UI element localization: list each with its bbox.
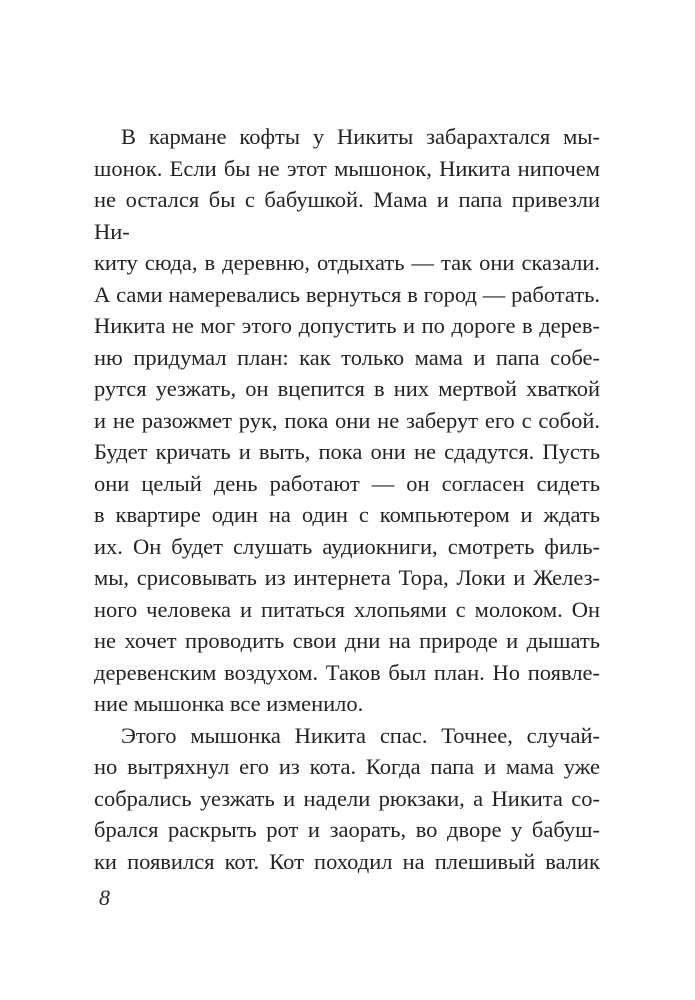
text-line: и не разожмет рук, пока они не заберут его с собой. <box>94 407 600 433</box>
text-line: Никита не мог этого допустить и по дороге в дерев- <box>94 313 600 338</box>
text-line: не остался бы с бабушкой. Мама и папа привезли Ни- <box>94 187 600 244</box>
text-line: в квартире один на один с компьютером и ждать <box>94 502 600 527</box>
paragraph <box>94 720 600 878</box>
text-line: ки появился кот. Кот походил на плешивый валик <box>94 848 600 874</box>
text-line: В кармане кофты у Никиты забарахтался мы- <box>121 124 600 149</box>
text-line: их. Он будет слушать аудиокниги, смотреть филь- <box>94 533 600 559</box>
page-number: 8 <box>99 885 110 910</box>
text-line: Этого мышонка Никита спас. Точнее, случай- <box>121 722 600 748</box>
text-line: но вытряхнул его из кота. Когда папа и мама уже <box>94 754 600 779</box>
text-line: ного человека и питаться хлопьями с молоком. Он <box>94 596 600 622</box>
text-line: шонок. Если бы не этот мышонок, Никита нипочем <box>94 155 600 181</box>
text-line: они целый день работают — он согласен сидеть <box>94 470 600 496</box>
text-line: деревенским воздухом. Таков был план. Но появле- <box>94 659 600 685</box>
text-line: Будет кричать и выть, пока они не сдадутся. Пусть <box>94 439 600 464</box>
text-line: рутся уезжать, он вцепится в них мертвой хваткой <box>94 376 600 401</box>
text-line: брался раскрыть рот и заорать, во дворе у бабуш- <box>94 817 600 842</box>
text-line: мы, срисовывать из интернета Тора, Локи и Желез- <box>94 565 600 590</box>
text-line: не хочет проводить свои дни на природе и дышать <box>94 628 600 653</box>
body-text <box>94 121 600 877</box>
text-line: ню придумал план: как только мама и папа собе- <box>94 344 600 370</box>
text-line: А сами намеревались вернуться в город — работать. <box>94 281 600 307</box>
text-line: киту сюда, в деревню, отдыхать — так они сказали. <box>94 250 600 275</box>
text-line: ние мышонка все изменило. <box>94 691 364 716</box>
paragraph <box>94 121 600 720</box>
text-line: собрались уезжать и надели рюкзаки, а Никита со- <box>94 785 600 811</box>
